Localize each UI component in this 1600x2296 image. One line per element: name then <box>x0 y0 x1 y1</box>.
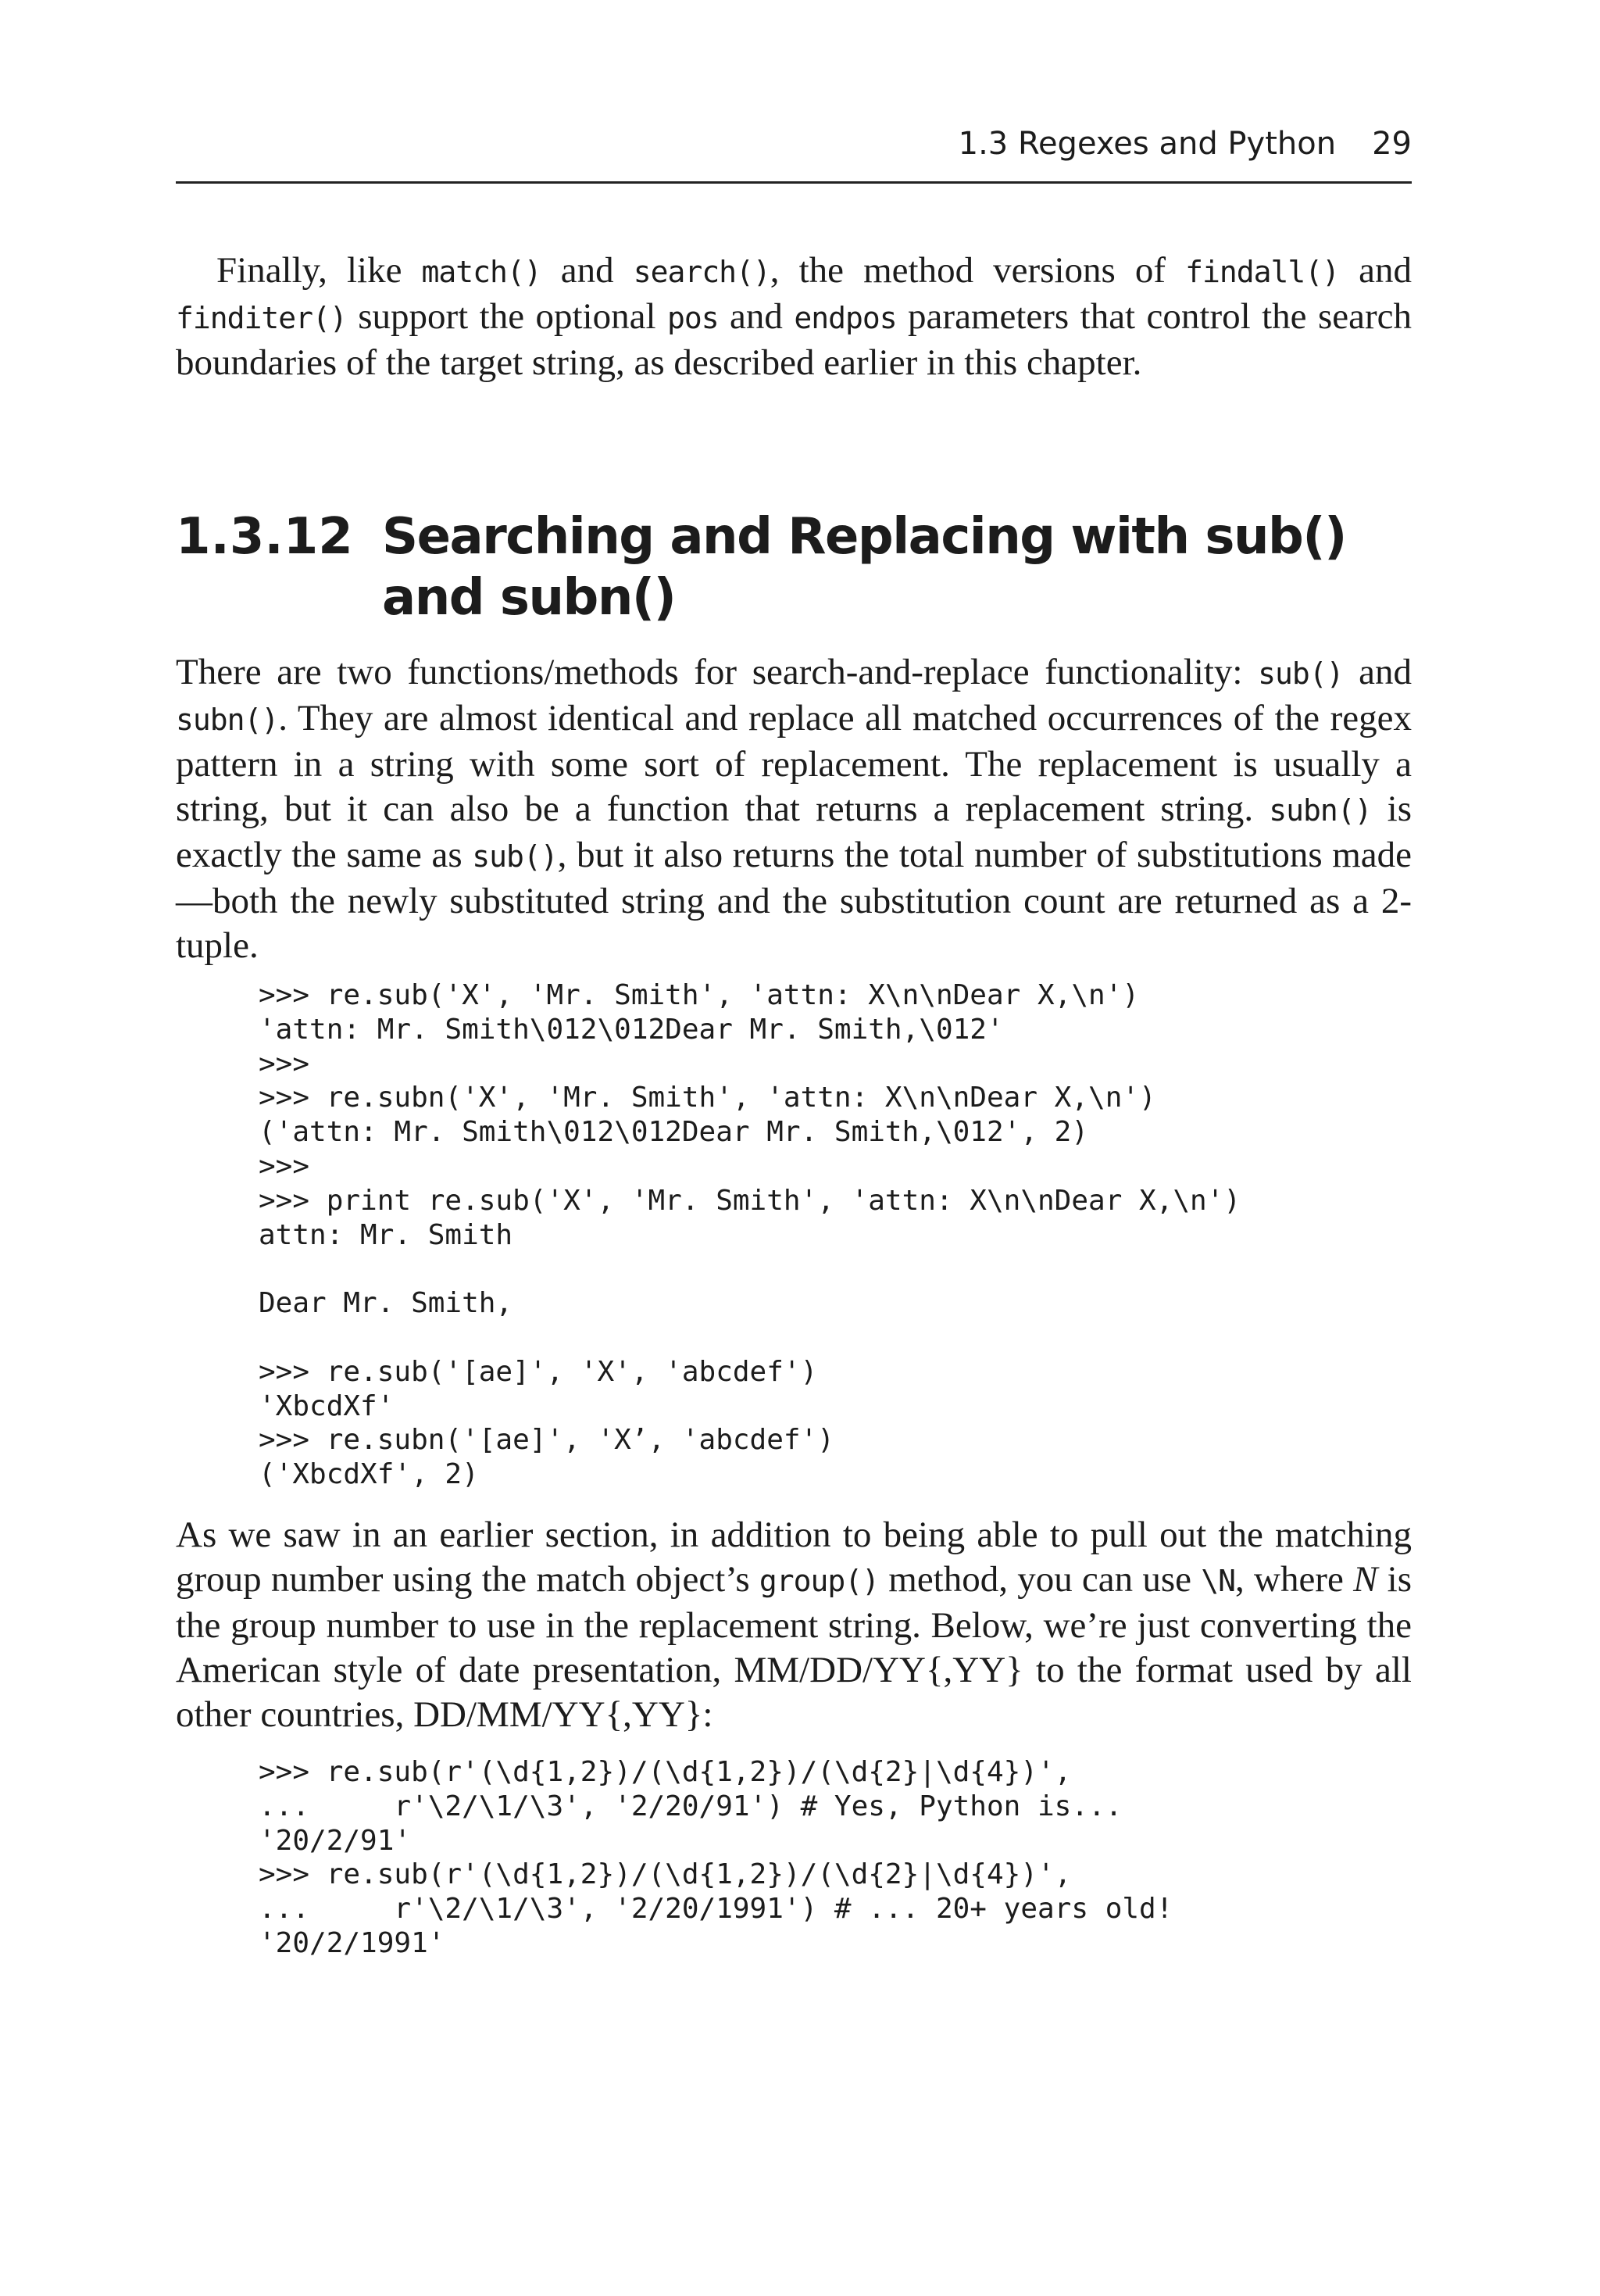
section-heading <box>176 506 1412 628</box>
text-run: , but it also returns the total number of substitutions made—both the newly substituted string and the substitution count are returned as a 2-tuple. <box>176 835 1412 966</box>
inline-code: endpos <box>794 301 897 335</box>
text-run: . They are almost identical and replace all matched occurrences of the regex pattern in a string with some sort of replacement. The replacement is usually a string, but it can also be a function that returns a replacement string. <box>176 698 1412 829</box>
inline-code: sub() <box>1258 656 1344 691</box>
paragraph-sub-subn <box>176 650 1412 968</box>
text-run: , where <box>1235 1559 1354 1600</box>
text-run: Finally, like <box>216 250 422 291</box>
text-run: support the optional <box>346 296 667 337</box>
section-number: 1.3.12 <box>176 508 353 566</box>
inline-code: \N <box>1201 1564 1236 1598</box>
inline-code: subn() <box>176 703 279 737</box>
running-head <box>176 119 1412 184</box>
inline-code: match() <box>421 255 541 289</box>
inline-code: pos <box>666 301 719 335</box>
inline-code: subn() <box>1269 793 1372 828</box>
inline-code: finditer() <box>176 301 347 335</box>
code-block-date-examples: >>> re.sub(r'(\d{1,2})/(\d{1,2})/(\d{2}|\d{4})', ... r'\2/\1/\3', '2/20/91') # Yes, Python is... '20/2/91' >>> re.sub(r'(\d{1,2})/(\d{1,2})/(\d{2}|\d{4})', ... r'\2/\1/\3', '2/20/1991') # ... 20+ years old! '20/2/1991' <box>259 1756 1173 1959</box>
text-run: parameters that control the search boundaries of the target string, as described earlier in this chapter. <box>176 296 1412 383</box>
text-run: and <box>718 296 795 337</box>
inline-code: search() <box>633 255 770 289</box>
text-run: There are two functions/methods for search-and-replace functionality: <box>176 652 1259 692</box>
text-run: method, you can use <box>879 1559 1202 1600</box>
inline-code: sub() <box>472 839 558 874</box>
text-run: , the method versions of <box>770 250 1186 291</box>
inline-code: findall() <box>1185 255 1340 289</box>
code-block-sub-examples: >>> re.sub('X', 'Mr. Smith', 'attn: X\n\nDear X,\n') 'attn: Mr. Smith\012\012Dear Mr. Smith,\012' >>> >>> re.subn('X', 'Mr. Smith', 'attn: X\n\nDear X,\n') ('attn: Mr. Smith\012\012Dear Mr. Smith,\012', 2) >>> >>> print re.sub('X', 'Mr. Smith', 'attn: X\n\nDear X,\n') attn: Mr. Smith Dear Mr. Smith, >>> re.sub('[ae]', 'X', 'abcdef') 'XbcdXf' >>> re.subn('[ae]', 'X’, 'abcdef') ('XbcdXf', 2) <box>259 979 1241 1491</box>
text-run: is exactly the same as <box>176 789 1412 875</box>
italic-variable: N <box>1353 1559 1378 1600</box>
intro-paragraph <box>176 249 1412 385</box>
inline-code: group() <box>759 1564 880 1598</box>
text-run: is the group number to use in the replacement string. Below, we’re just converting the American style of date presentation, MM/DD/YY{,YY} to the format used by all other countries, DD/MM/YY{,YY}: <box>176 1559 1412 1735</box>
section-title: Searching and Replacing with sub() and subn() <box>382 508 1346 627</box>
text-run: As we saw in an earlier section, in addition to being able to pull out the matching group number using the match object’s <box>176 1515 1412 1600</box>
text-run: and <box>1339 250 1412 291</box>
running-head-section: 1.3 Regexes and Python <box>958 126 1337 162</box>
text-run: and <box>1343 652 1412 692</box>
page-number: 29 <box>1372 126 1412 162</box>
text-run: and <box>541 250 634 291</box>
paragraph-group-references <box>176 1513 1412 1737</box>
